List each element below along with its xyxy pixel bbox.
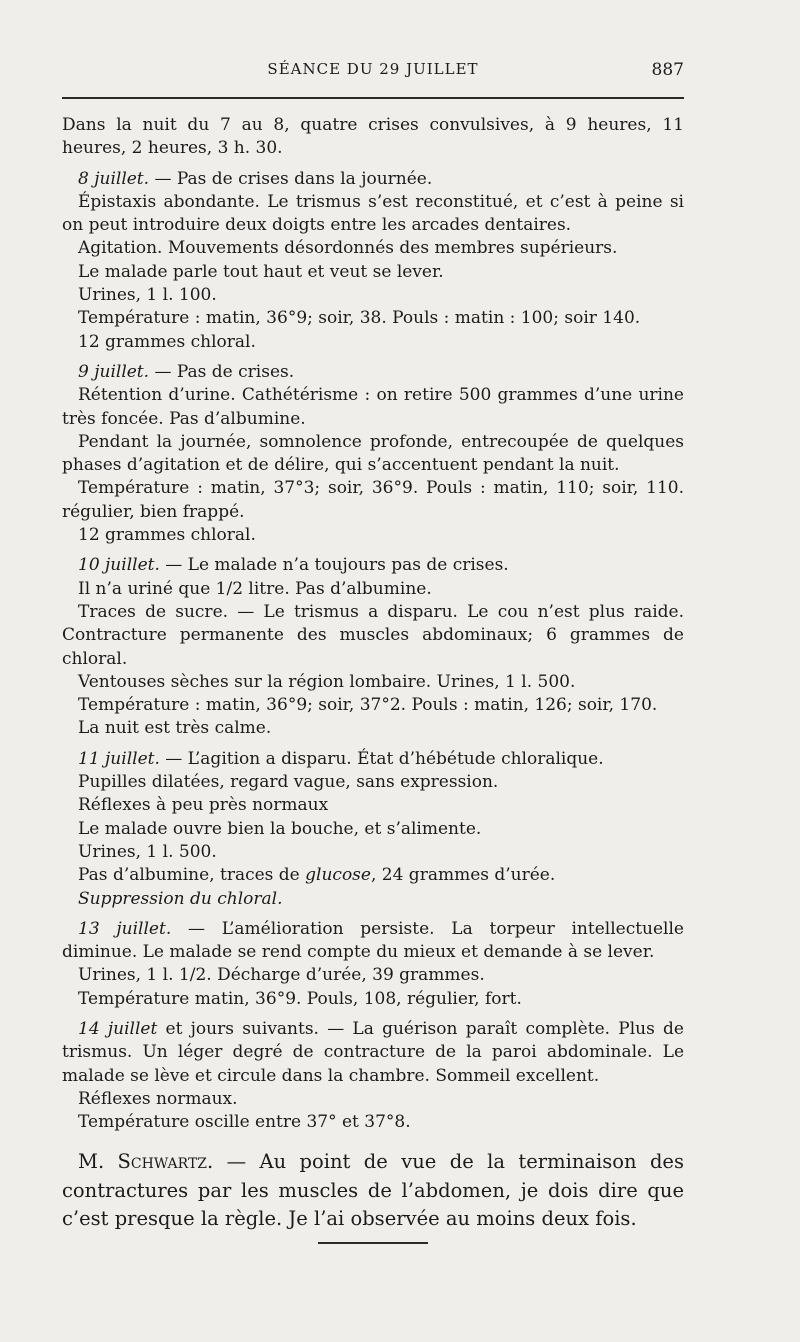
paragraph: Température matin, 36°9. Pouls, 108, régulier, fort. [78, 988, 522, 1009]
running-title: SÉANCE DU 29 JUILLET [267, 60, 479, 78]
paragraph: Température : matin, 36°9; soir, 37°2. Pouls : matin, 126; soir, 170. [78, 695, 658, 716]
paragraph: Il n’a uriné que 1/2 litre. Pas d’albumine. [78, 578, 432, 599]
discussion-paragraph [62, 1148, 684, 1234]
paragraph: Urines, 1 l. 500. [78, 841, 217, 862]
paragraph: 9 juillet. — Pas de crises. [78, 361, 295, 382]
paragraph: La nuit est très calme. [78, 718, 272, 739]
case-notes [62, 114, 684, 1134]
paragraph: Agitation. Mouvements désordonnés des membres supérieurs. [78, 238, 618, 259]
paragraph: Urines, 1 l. 1/2. Décharge d’urée, 39 grammes. [78, 965, 485, 986]
paragraph: Ventouses sèches sur la région lombaire. Urines, 1 l. 500. [78, 671, 576, 692]
paragraph: Le malade ouvre bien la bouche, et s’alimente. [78, 818, 482, 839]
paragraph: 11 juillet. — L’agition a disparu. État d’hébétude chloralique. [78, 748, 604, 769]
date-label: 10 juillet. [78, 555, 160, 576]
date-label: 11 juillet. [78, 748, 160, 769]
paragraph: Épistaxis abondante. Le trismus s’est reconstitué, et c’est à peine si on peut introduire deux doigts entre les arcades dentaires. [62, 191, 684, 236]
date-label: 8 juillet. [78, 168, 150, 189]
paragraph: 12 grammes chloral. [78, 525, 256, 546]
paragraph: Pupilles dilatées, regard vague, sans expression. [78, 772, 499, 793]
paragraph: Traces de sucre. — Le trismus a disparu. Le cou n’est plus raide. Contracture permanente des muscles abdominaux; 6 grammes de chloral. [62, 601, 684, 669]
paragraph: 14 juillet et jours suivants. — La guérison paraît complète. Plus de trismus. Un léger degré de contracture de la paroi abdominale. Le malade se lève et circule dans la chambre. Sommeil excellent. [62, 1018, 684, 1086]
paragraph: Le malade parle tout haut et veut se lever. [78, 261, 444, 282]
paragraph: Pendant la journée, somnolence profonde, entrecoupée de quelques phases d’agitation et de délire, qui s’accentuent pendant la nuit. [62, 431, 684, 476]
date-label: 14 juillet [78, 1018, 158, 1039]
date-label: 13 juillet. [78, 918, 172, 939]
end-rule [318, 1242, 428, 1244]
paragraph: Dans la nuit du 7 au 8, quatre crises convulsives, à 9 heures, 11 heures, 2 heures, 3 h. 30. [62, 115, 684, 159]
page-number: 887 [651, 60, 684, 80]
speaker-name: M. Schwartz. [78, 1150, 214, 1173]
paragraph: Réflexes normaux. [78, 1088, 238, 1109]
paragraph: Pas d’albumine, traces de glucose, 24 grammes d’urée. [78, 865, 556, 886]
paragraph: 12 grammes chloral. [78, 331, 256, 352]
paragraph: Température : matin, 36°9; soir, 38. Pouls : matin : 100; soir 140. [78, 308, 641, 329]
paragraph: 8 juillet. — Pas de crises dans la journée. [78, 168, 433, 189]
date-label: 9 juillet. [78, 361, 150, 382]
paragraph: 10 juillet. — Le malade n’a toujours pas de crises. [78, 555, 509, 576]
paragraph: Suppression du chloral. [78, 888, 283, 909]
paragraph: Température : matin, 37°3; soir, 36°9. Pouls : matin, 110; soir, 110. régulier, bien frappé. [62, 478, 684, 522]
paragraph: Rétention d’urine. Cathétérisme : on retire 500 grammes d’une urine très foncée. Pas d’albumine. [62, 385, 684, 429]
page-header [62, 60, 684, 88]
header-rule [62, 97, 684, 99]
paragraph: Réflexes à peu près normaux [78, 795, 329, 816]
paragraph: M. Schwartz. — Au point de vue de la terminaison des contractures par les muscles de l’abdomen, je dois dire que c’est presque la règle. Je l’ai observée au moins deux fois. [62, 1150, 684, 1230]
paragraph: Température oscille entre 37° et 37°8. [78, 1112, 411, 1133]
paragraph: Urines, 1 l. 100. [78, 285, 217, 306]
paragraph: 13 juillet. — L’amélioration persiste. La torpeur intellectuelle diminue. Le malade se rend compte du mieux et demande à se lever. [62, 918, 684, 963]
